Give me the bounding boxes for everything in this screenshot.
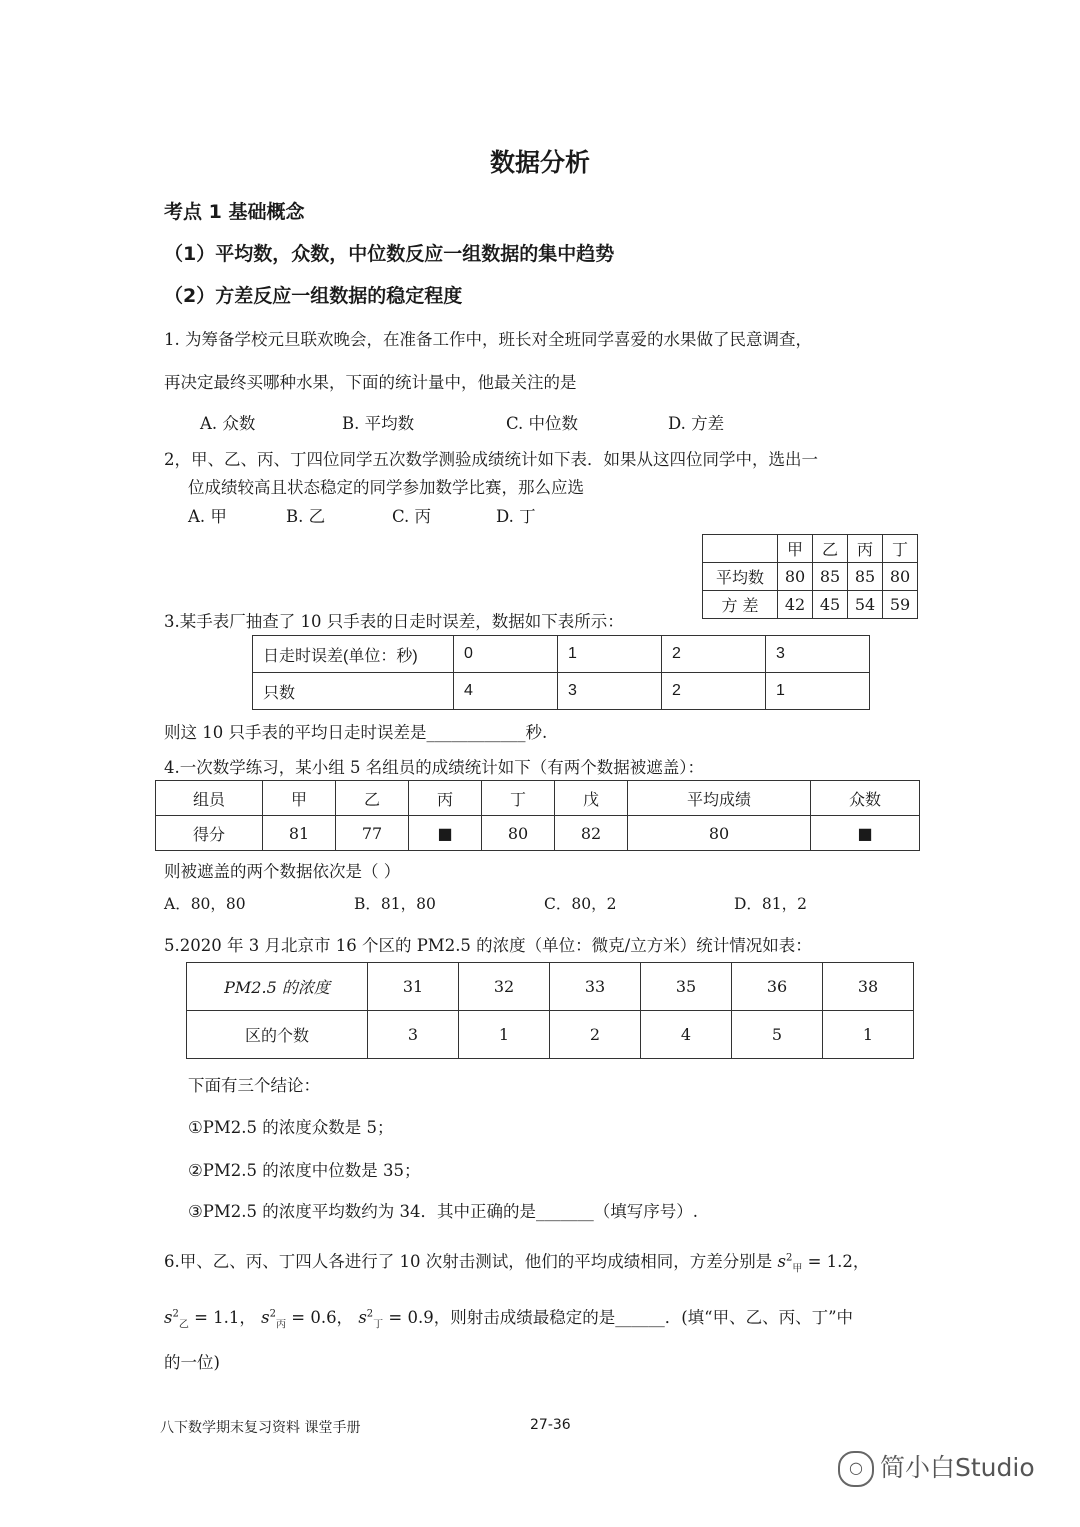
q3-stem: 3.某手表厂抽查了 10 只手表的日走时误差，数据如下表所示：: [164, 612, 624, 631]
table-row: [253, 673, 870, 710]
q5-conclusion-3: ③PM2.5 的浓度平均数约为 34．其中正确的是_______（填写序号）.: [188, 1202, 699, 1221]
table-cell: 众数: [811, 781, 920, 816]
table-cell: 1: [766, 673, 870, 710]
table-cell: 5: [732, 1011, 823, 1059]
table-row: [156, 816, 920, 851]
watermark-text: 简小白Studio: [880, 1453, 1035, 1482]
table-cell: 3: [368, 1011, 459, 1059]
table-cell: 区的个数: [187, 1011, 368, 1059]
superscript: 2: [269, 1308, 276, 1320]
table-cell: 1: [823, 1011, 914, 1059]
table-cell: 35: [641, 963, 732, 1011]
q5-intro: 下面有三个结论：: [188, 1076, 320, 1095]
subscript: 乙: [178, 1319, 189, 1331]
table-cell: 1: [558, 636, 662, 673]
table-cell: 80: [778, 563, 813, 591]
q2-option-d: D. 丁: [496, 507, 536, 526]
table-cell: 82: [555, 816, 628, 851]
q1-line1: 1. 为筹备学校元旦联欢晚会，在准备工作中，班长对全班同学喜爱的水果做了民意调查，: [164, 330, 812, 349]
table-cell: 乙: [336, 781, 409, 816]
variance-symbol: s: [261, 1308, 270, 1327]
footer-title: 八下数学期末复习资料 课堂手册: [160, 1420, 361, 1436]
table-cell: 甲: [778, 535, 813, 563]
table-row: [156, 781, 920, 816]
table-cell: 日走时误差(单位：秒): [253, 636, 454, 673]
q2-option-b: B. 乙: [286, 507, 326, 526]
watermark: [838, 1448, 1035, 1487]
table-cell: 4: [454, 673, 558, 710]
table-cell: 戊: [555, 781, 628, 816]
q4-option-c: C．80，2: [544, 895, 617, 913]
table-cell: 平均数: [703, 563, 778, 591]
table-cell: 45: [813, 591, 848, 619]
subscript: 甲: [792, 1263, 803, 1275]
superscript: 2: [366, 1308, 374, 1320]
variance-symbol: s: [777, 1252, 786, 1271]
superscript: 2: [785, 1252, 793, 1264]
table-cell: 丁: [482, 781, 555, 816]
table-cell: 2: [662, 673, 766, 710]
q1-option-c: C. 中位数: [506, 414, 579, 433]
table-cell: 只数: [253, 673, 454, 710]
q1-line2: 再决定最终买哪种水果，下面的统计量中，他最关注的是: [164, 373, 577, 392]
table-cell: 平均成绩: [628, 781, 811, 816]
table-cell: 方 差: [703, 591, 778, 619]
table-cell: 77: [336, 816, 409, 851]
q3-table: [252, 635, 870, 710]
table-cell: 42: [778, 591, 813, 619]
table-cell: 丙: [848, 535, 883, 563]
q6-value-3: = 0.6，: [291, 1308, 354, 1327]
table-cell: 丙: [409, 781, 482, 816]
q6-line2: [164, 1304, 853, 1330]
table-cell: 甲: [263, 781, 336, 816]
page-number: 27-36: [530, 1417, 571, 1433]
q2-option-c: C. 丙: [392, 507, 432, 526]
q4-question: 则被遮盖的两个数据依次是（ ）: [164, 862, 401, 881]
table-row: [703, 535, 918, 563]
table-cell: 1: [459, 1011, 550, 1059]
table-cell: 乙: [813, 535, 848, 563]
q3-answer-line: 则这 10 只手表的平均日走时误差是____________秒.: [164, 723, 548, 742]
table-cell: 80: [628, 816, 811, 851]
section-heading: 考点 1 基础概念: [164, 201, 305, 223]
subscript: 丁: [373, 1319, 384, 1331]
q6-value-4: = 0.9，则射击成绩最稳定的是______．(填“甲、乙、丙、丁”中: [388, 1308, 854, 1327]
table-cell: 54: [848, 591, 883, 619]
table-row: [187, 1011, 914, 1059]
q2-option-a: A. 甲: [188, 507, 227, 526]
table-cell: 2: [550, 1011, 641, 1059]
q5-stem: 5.2020 年 3 月北京市 16 个区的 PM2.5 的浓度（单位：微克/立方米）统计情况如表：: [164, 936, 812, 955]
variance-symbol: s: [164, 1308, 173, 1327]
table-cell: 得分: [156, 816, 263, 851]
q6-line1-text: 6.甲、乙、丙、丁四人各进行了 10 次射击测试，他们的平均成绩相同，方差分别是: [164, 1252, 778, 1271]
table-cell: 0: [454, 636, 558, 673]
wechat-icon: ○: [838, 1451, 874, 1487]
q4-option-a: A．80，80: [164, 895, 246, 913]
q1-option-a: A. 众数: [200, 414, 256, 433]
q4-option-d: D．81，2: [734, 895, 808, 913]
q4-option-b: B．81，80: [354, 895, 436, 913]
q5-conclusion-1: ①PM2.5 的浓度众数是 5；: [188, 1118, 394, 1137]
table-cell: 3: [766, 636, 870, 673]
q5-conclusion-2: ②PM2.5 的浓度中位数是 35；: [188, 1161, 421, 1180]
table-cell: 33: [550, 963, 641, 1011]
table-cell: 38: [823, 963, 914, 1011]
table-row: [253, 636, 870, 673]
page-title: 数据分析: [489, 148, 590, 177]
q6-line3: 的一位): [164, 1353, 220, 1372]
table-cell: 2: [662, 636, 766, 673]
table-row: [703, 563, 918, 591]
q2-table: [702, 534, 918, 619]
table-cell: 36: [732, 963, 823, 1011]
q6-value-2: = 1.1，: [194, 1308, 256, 1327]
q1-option-b: B. 平均数: [342, 414, 415, 433]
table-cell: PM2.5 的浓度: [187, 963, 368, 1011]
q2-line1: 2，甲、乙、丙、丁四位同学五次数学测验成绩统计如下表．如果从这四位同学中，选出一: [164, 450, 818, 469]
q4-table: [155, 780, 920, 851]
table-cell: [703, 535, 778, 563]
q6-line1: [164, 1248, 869, 1274]
table-cell: 丁: [883, 535, 918, 563]
q2-line2: 位成绩较高且状态稳定的同学参加数学比赛，那么应选: [188, 478, 584, 497]
q5-table: [186, 962, 914, 1059]
q1-option-d: D. 方差: [668, 414, 725, 433]
table-cell: 85: [813, 563, 848, 591]
point-2: （2）方差反应一组数据的稳定程度: [164, 285, 463, 307]
superscript: 2: [172, 1308, 179, 1320]
table-cell: 3: [558, 673, 662, 710]
q6-value-1: = 1.2，: [807, 1252, 870, 1271]
subscript: 丙: [276, 1319, 286, 1331]
table-cell: 81: [263, 816, 336, 851]
table-cell: ■: [409, 816, 482, 851]
table-cell: 组员: [156, 781, 263, 816]
table-row: [187, 963, 914, 1011]
table-row: [703, 591, 918, 619]
table-cell: 80: [883, 563, 918, 591]
table-cell: ■: [811, 816, 920, 851]
table-cell: 85: [848, 563, 883, 591]
table-cell: 59: [883, 591, 918, 619]
table-cell: 80: [482, 816, 555, 851]
point-1: （1）平均数，众数，中位数反应一组数据的集中趋势: [164, 243, 615, 265]
variance-symbol: s: [358, 1308, 367, 1327]
table-cell: 31: [368, 963, 459, 1011]
table-cell: 4: [641, 1011, 732, 1059]
q4-stem: 4.一次数学练习，某小组 5 名组员的成绩统计如下（有两个数据被遮盖）：: [164, 758, 704, 777]
table-cell: 32: [459, 963, 550, 1011]
